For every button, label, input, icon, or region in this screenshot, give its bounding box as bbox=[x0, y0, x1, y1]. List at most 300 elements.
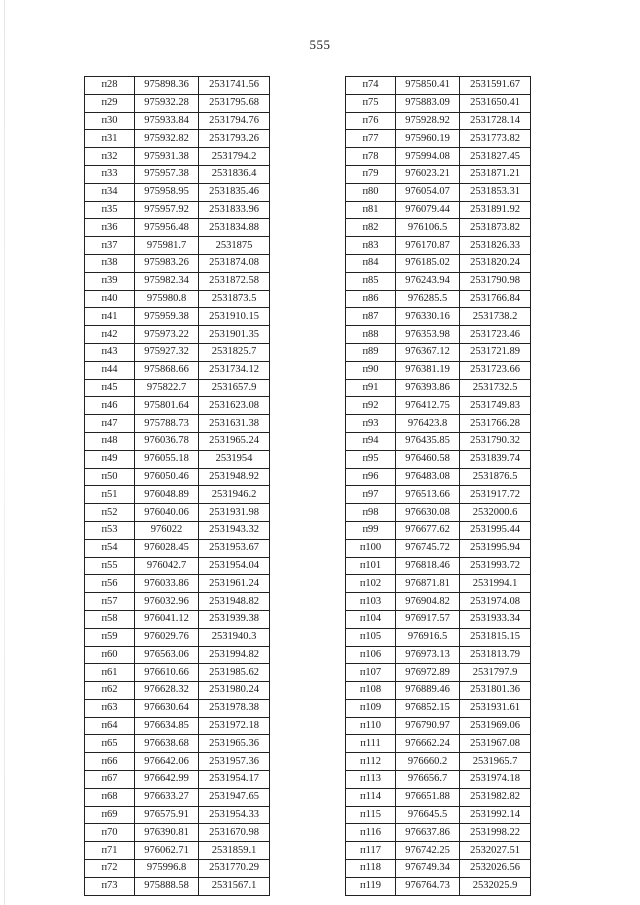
table-row bbox=[85, 450, 270, 468]
table-row bbox=[346, 877, 531, 895]
x-coordinate-cell: 976330.16 bbox=[396, 308, 460, 326]
y-coordinate-cell: 2532000.6 bbox=[460, 504, 531, 522]
y-coordinate-cell: 2531591.67 bbox=[460, 77, 531, 95]
y-coordinate-cell: 2531974.18 bbox=[460, 771, 531, 789]
x-coordinate-cell: 975957.92 bbox=[135, 201, 199, 219]
point-id-cell: п109 bbox=[346, 699, 396, 717]
x-coordinate-cell: 975927.32 bbox=[135, 343, 199, 361]
x-coordinate-cell: 975883.09 bbox=[396, 94, 460, 112]
table-row bbox=[346, 842, 531, 860]
point-id-cell: п31 bbox=[85, 130, 135, 148]
point-id-cell: п86 bbox=[346, 290, 396, 308]
y-coordinate-cell: 2531980.24 bbox=[199, 682, 270, 700]
x-coordinate-cell: 976050.46 bbox=[135, 468, 199, 486]
x-coordinate-cell: 975959.38 bbox=[135, 308, 199, 326]
y-coordinate-cell: 2531773.82 bbox=[460, 130, 531, 148]
x-coordinate-cell: 975801.64 bbox=[135, 397, 199, 415]
y-coordinate-cell: 2531833.96 bbox=[199, 201, 270, 219]
point-id-cell: п50 bbox=[85, 468, 135, 486]
x-coordinate-cell: 975933.84 bbox=[135, 112, 199, 130]
y-coordinate-cell: 2531967.08 bbox=[460, 735, 531, 753]
y-coordinate-cell: 2531939.38 bbox=[199, 610, 270, 628]
x-coordinate-cell: 976023.21 bbox=[396, 165, 460, 183]
point-id-cell: п78 bbox=[346, 148, 396, 166]
x-coordinate-cell: 976645.5 bbox=[396, 806, 460, 824]
coordinates-table-right bbox=[345, 76, 531, 896]
table-row bbox=[346, 788, 531, 806]
table-row bbox=[85, 504, 270, 522]
x-coordinate-cell: 975956.48 bbox=[135, 219, 199, 237]
y-coordinate-cell: 2531953.67 bbox=[199, 539, 270, 557]
y-coordinate-cell: 2531723.66 bbox=[460, 361, 531, 379]
x-coordinate-cell: 976185.02 bbox=[396, 254, 460, 272]
point-id-cell: п30 bbox=[85, 112, 135, 130]
point-id-cell: п80 bbox=[346, 183, 396, 201]
x-coordinate-cell: 976917.57 bbox=[396, 610, 460, 628]
x-coordinate-cell: 976749.34 bbox=[396, 860, 460, 878]
y-coordinate-cell: 2531891.92 bbox=[460, 201, 531, 219]
table-row bbox=[346, 432, 531, 450]
y-coordinate-cell: 2531965.7 bbox=[460, 753, 531, 771]
y-coordinate-cell: 2532026.56 bbox=[460, 860, 531, 878]
point-id-cell: п84 bbox=[346, 254, 396, 272]
point-id-cell: п116 bbox=[346, 824, 396, 842]
table-row bbox=[85, 610, 270, 628]
point-id-cell: п88 bbox=[346, 326, 396, 344]
y-coordinate-cell: 2531813.79 bbox=[460, 646, 531, 664]
table-row bbox=[85, 397, 270, 415]
y-coordinate-cell: 2531946.2 bbox=[199, 486, 270, 504]
table-row bbox=[346, 397, 531, 415]
x-coordinate-cell: 976651.88 bbox=[396, 788, 460, 806]
table-row bbox=[346, 415, 531, 433]
table-row bbox=[85, 201, 270, 219]
x-coordinate-cell: 976972.89 bbox=[396, 664, 460, 682]
y-coordinate-cell: 2531732.5 bbox=[460, 379, 531, 397]
point-id-cell: п101 bbox=[346, 557, 396, 575]
y-coordinate-cell: 2531917.72 bbox=[460, 486, 531, 504]
table-body-right bbox=[346, 77, 531, 896]
table-row bbox=[85, 486, 270, 504]
y-coordinate-cell: 2531961.24 bbox=[199, 575, 270, 593]
x-coordinate-cell: 976054.07 bbox=[396, 183, 460, 201]
x-coordinate-cell: 976285.5 bbox=[396, 290, 460, 308]
point-id-cell: п61 bbox=[85, 664, 135, 682]
point-id-cell: п36 bbox=[85, 219, 135, 237]
point-id-cell: п104 bbox=[346, 610, 396, 628]
table-row bbox=[85, 860, 270, 878]
page-number: 555 bbox=[309, 37, 331, 52]
table-row bbox=[346, 165, 531, 183]
y-coordinate-cell: 2531954 bbox=[199, 450, 270, 468]
x-coordinate-cell: 976630.64 bbox=[135, 699, 199, 717]
table-row bbox=[346, 753, 531, 771]
y-coordinate-cell: 2531873.82 bbox=[460, 219, 531, 237]
table-row bbox=[346, 575, 531, 593]
y-coordinate-cell: 2531839.74 bbox=[460, 450, 531, 468]
y-coordinate-cell: 2531836.4 bbox=[199, 165, 270, 183]
table-row bbox=[85, 77, 270, 95]
x-coordinate-cell: 976055.18 bbox=[135, 450, 199, 468]
y-coordinate-cell: 2531766.84 bbox=[460, 290, 531, 308]
table-row bbox=[85, 771, 270, 789]
point-id-cell: п28 bbox=[85, 77, 135, 95]
y-coordinate-cell: 2532027.51 bbox=[460, 842, 531, 860]
y-coordinate-cell: 2531872.58 bbox=[199, 272, 270, 290]
x-coordinate-cell: 976381.19 bbox=[396, 361, 460, 379]
x-coordinate-cell: 975980.8 bbox=[135, 290, 199, 308]
point-id-cell: п70 bbox=[85, 824, 135, 842]
point-id-cell: п66 bbox=[85, 753, 135, 771]
y-coordinate-cell: 2531965.36 bbox=[199, 735, 270, 753]
table-row bbox=[346, 112, 531, 130]
point-id-cell: п113 bbox=[346, 771, 396, 789]
y-coordinate-cell: 2531723.46 bbox=[460, 326, 531, 344]
point-id-cell: п32 bbox=[85, 148, 135, 166]
point-id-cell: п46 bbox=[85, 397, 135, 415]
point-id-cell: п85 bbox=[346, 272, 396, 290]
x-coordinate-cell: 976106.5 bbox=[396, 219, 460, 237]
point-id-cell: п29 bbox=[85, 94, 135, 112]
table-row bbox=[346, 504, 531, 522]
point-id-cell: п33 bbox=[85, 165, 135, 183]
point-id-cell: п97 bbox=[346, 486, 396, 504]
point-id-cell: п75 bbox=[346, 94, 396, 112]
table-row bbox=[85, 539, 270, 557]
point-id-cell: п55 bbox=[85, 557, 135, 575]
point-id-cell: п79 bbox=[346, 165, 396, 183]
y-coordinate-cell: 2531795.68 bbox=[199, 94, 270, 112]
y-coordinate-cell: 2531978.38 bbox=[199, 699, 270, 717]
y-coordinate-cell: 2531815.15 bbox=[460, 628, 531, 646]
x-coordinate-cell: 976041.12 bbox=[135, 610, 199, 628]
point-id-cell: п117 bbox=[346, 842, 396, 860]
table-row bbox=[346, 646, 531, 664]
table-row bbox=[346, 557, 531, 575]
x-coordinate-cell: 976871.81 bbox=[396, 575, 460, 593]
x-coordinate-cell: 976435.85 bbox=[396, 432, 460, 450]
point-id-cell: п114 bbox=[346, 788, 396, 806]
x-coordinate-cell: 975928.92 bbox=[396, 112, 460, 130]
x-coordinate-cell: 976390.81 bbox=[135, 824, 199, 842]
x-coordinate-cell: 975888.58 bbox=[135, 877, 199, 895]
y-coordinate-cell: 2531876.5 bbox=[460, 468, 531, 486]
x-coordinate-cell: 976079.44 bbox=[396, 201, 460, 219]
y-coordinate-cell: 2531793.26 bbox=[199, 130, 270, 148]
y-coordinate-cell: 2531790.98 bbox=[460, 272, 531, 290]
point-id-cell: п94 bbox=[346, 432, 396, 450]
table-row bbox=[346, 379, 531, 397]
x-coordinate-cell: 976575.91 bbox=[135, 806, 199, 824]
x-coordinate-cell: 976818.46 bbox=[396, 557, 460, 575]
x-coordinate-cell: 976048.89 bbox=[135, 486, 199, 504]
y-coordinate-cell: 2532025.9 bbox=[460, 877, 531, 895]
table-row bbox=[85, 664, 270, 682]
y-coordinate-cell: 2531982.82 bbox=[460, 788, 531, 806]
y-coordinate-cell: 2531993.72 bbox=[460, 557, 531, 575]
y-coordinate-cell: 2531985.62 bbox=[199, 664, 270, 682]
point-id-cell: п54 bbox=[85, 539, 135, 557]
y-coordinate-cell: 2531995.44 bbox=[460, 521, 531, 539]
table-row bbox=[85, 717, 270, 735]
y-coordinate-cell: 2531994.82 bbox=[199, 646, 270, 664]
point-id-cell: п34 bbox=[85, 183, 135, 201]
table-row bbox=[346, 343, 531, 361]
x-coordinate-cell: 976973.13 bbox=[396, 646, 460, 664]
x-coordinate-cell: 976042.7 bbox=[135, 557, 199, 575]
table-row bbox=[346, 148, 531, 166]
point-id-cell: п74 bbox=[346, 77, 396, 95]
x-coordinate-cell: 975932.82 bbox=[135, 130, 199, 148]
table-row bbox=[346, 717, 531, 735]
x-coordinate-cell: 976460.58 bbox=[396, 450, 460, 468]
x-coordinate-cell: 976642.99 bbox=[135, 771, 199, 789]
table-row bbox=[346, 682, 531, 700]
table-row bbox=[346, 237, 531, 255]
point-id-cell: п60 bbox=[85, 646, 135, 664]
x-coordinate-cell: 976916.5 bbox=[396, 628, 460, 646]
point-id-cell: п100 bbox=[346, 539, 396, 557]
table-row bbox=[85, 112, 270, 130]
x-coordinate-cell: 975960.19 bbox=[396, 130, 460, 148]
y-coordinate-cell: 2531998.22 bbox=[460, 824, 531, 842]
point-id-cell: п72 bbox=[85, 860, 135, 878]
y-coordinate-cell: 2531974.08 bbox=[460, 593, 531, 611]
y-coordinate-cell: 2531948.82 bbox=[199, 593, 270, 611]
point-id-cell: п39 bbox=[85, 272, 135, 290]
y-coordinate-cell: 2531770.29 bbox=[199, 860, 270, 878]
x-coordinate-cell: 976790.97 bbox=[396, 717, 460, 735]
table-row bbox=[85, 432, 270, 450]
point-id-cell: п83 bbox=[346, 237, 396, 255]
x-coordinate-cell: 976040.06 bbox=[135, 504, 199, 522]
table-row bbox=[346, 77, 531, 95]
table-row bbox=[85, 806, 270, 824]
point-id-cell: п64 bbox=[85, 717, 135, 735]
y-coordinate-cell: 2531969.06 bbox=[460, 717, 531, 735]
table-row bbox=[346, 539, 531, 557]
x-coordinate-cell: 976513.66 bbox=[396, 486, 460, 504]
table-row bbox=[85, 219, 270, 237]
x-coordinate-cell: 975931.38 bbox=[135, 148, 199, 166]
y-coordinate-cell: 2531853.31 bbox=[460, 183, 531, 201]
y-coordinate-cell: 2531738.2 bbox=[460, 308, 531, 326]
point-id-cell: п51 bbox=[85, 486, 135, 504]
point-id-cell: п108 bbox=[346, 682, 396, 700]
x-coordinate-cell: 976638.68 bbox=[135, 735, 199, 753]
x-coordinate-cell: 976170.87 bbox=[396, 237, 460, 255]
point-id-cell: п93 bbox=[346, 415, 396, 433]
y-coordinate-cell: 2531931.98 bbox=[199, 504, 270, 522]
scan-edge-line bbox=[4, 0, 5, 905]
point-id-cell: п42 bbox=[85, 326, 135, 344]
point-id-cell: п68 bbox=[85, 788, 135, 806]
table-row bbox=[346, 450, 531, 468]
x-coordinate-cell: 976412.75 bbox=[396, 397, 460, 415]
point-id-cell: п103 bbox=[346, 593, 396, 611]
table-row bbox=[85, 593, 270, 611]
table-row bbox=[85, 646, 270, 664]
y-coordinate-cell: 2531954.17 bbox=[199, 771, 270, 789]
y-coordinate-cell: 2531734.12 bbox=[199, 361, 270, 379]
table-row bbox=[346, 771, 531, 789]
y-coordinate-cell: 2531957.36 bbox=[199, 753, 270, 771]
x-coordinate-cell: 975981.7 bbox=[135, 237, 199, 255]
table-row bbox=[85, 343, 270, 361]
table-row bbox=[346, 94, 531, 112]
table-row bbox=[85, 272, 270, 290]
y-coordinate-cell: 2531995.94 bbox=[460, 539, 531, 557]
x-coordinate-cell: 975868.66 bbox=[135, 361, 199, 379]
y-coordinate-cell: 2531873.5 bbox=[199, 290, 270, 308]
table-row bbox=[85, 415, 270, 433]
table-row bbox=[346, 664, 531, 682]
x-coordinate-cell: 975982.34 bbox=[135, 272, 199, 290]
x-coordinate-cell: 976745.72 bbox=[396, 539, 460, 557]
table-row bbox=[85, 753, 270, 771]
point-id-cell: п96 bbox=[346, 468, 396, 486]
x-coordinate-cell: 976742.25 bbox=[396, 842, 460, 860]
table-row bbox=[346, 326, 531, 344]
point-id-cell: п110 bbox=[346, 717, 396, 735]
x-coordinate-cell: 976367.12 bbox=[396, 343, 460, 361]
point-id-cell: п38 bbox=[85, 254, 135, 272]
y-coordinate-cell: 2531994.1 bbox=[460, 575, 531, 593]
x-coordinate-cell: 976662.24 bbox=[396, 735, 460, 753]
x-coordinate-cell: 975957.38 bbox=[135, 165, 199, 183]
table-row bbox=[346, 361, 531, 379]
point-id-cell: п76 bbox=[346, 112, 396, 130]
table-row bbox=[85, 254, 270, 272]
y-coordinate-cell: 2531875 bbox=[199, 237, 270, 255]
table-row bbox=[346, 290, 531, 308]
y-coordinate-cell: 2531721.89 bbox=[460, 343, 531, 361]
point-id-cell: п81 bbox=[346, 201, 396, 219]
y-coordinate-cell: 2531749.83 bbox=[460, 397, 531, 415]
y-coordinate-cell: 2531965.24 bbox=[199, 432, 270, 450]
table-row bbox=[85, 824, 270, 842]
x-coordinate-cell: 976062.71 bbox=[135, 842, 199, 860]
point-id-cell: п57 bbox=[85, 593, 135, 611]
y-coordinate-cell: 2531801.36 bbox=[460, 682, 531, 700]
point-id-cell: п112 bbox=[346, 753, 396, 771]
y-coordinate-cell: 2531947.65 bbox=[199, 788, 270, 806]
y-coordinate-cell: 2531670.98 bbox=[199, 824, 270, 842]
point-id-cell: п63 bbox=[85, 699, 135, 717]
table-row bbox=[85, 130, 270, 148]
y-coordinate-cell: 2531954.04 bbox=[199, 557, 270, 575]
table-row bbox=[346, 860, 531, 878]
point-id-cell: п40 bbox=[85, 290, 135, 308]
point-id-cell: п102 bbox=[346, 575, 396, 593]
point-id-cell: п43 bbox=[85, 343, 135, 361]
x-coordinate-cell: 975850.41 bbox=[396, 77, 460, 95]
y-coordinate-cell: 2531741.56 bbox=[199, 77, 270, 95]
y-coordinate-cell: 2531992.14 bbox=[460, 806, 531, 824]
x-coordinate-cell: 976633.27 bbox=[135, 788, 199, 806]
x-coordinate-cell: 975994.08 bbox=[396, 148, 460, 166]
table-row bbox=[85, 699, 270, 717]
x-coordinate-cell: 976563.06 bbox=[135, 646, 199, 664]
table-row bbox=[85, 148, 270, 166]
y-coordinate-cell: 2531631.38 bbox=[199, 415, 270, 433]
y-coordinate-cell: 2531766.28 bbox=[460, 415, 531, 433]
x-coordinate-cell: 976904.82 bbox=[396, 593, 460, 611]
point-id-cell: п98 bbox=[346, 504, 396, 522]
x-coordinate-cell: 976028.45 bbox=[135, 539, 199, 557]
y-coordinate-cell: 2531657.9 bbox=[199, 379, 270, 397]
x-coordinate-cell: 976852.15 bbox=[396, 699, 460, 717]
point-id-cell: п115 bbox=[346, 806, 396, 824]
x-coordinate-cell: 976353.98 bbox=[396, 326, 460, 344]
point-id-cell: п56 bbox=[85, 575, 135, 593]
x-coordinate-cell: 975932.28 bbox=[135, 94, 199, 112]
y-coordinate-cell: 2531871.21 bbox=[460, 165, 531, 183]
point-id-cell: п48 bbox=[85, 432, 135, 450]
table-row bbox=[346, 130, 531, 148]
table-row bbox=[85, 308, 270, 326]
x-coordinate-cell: 976642.06 bbox=[135, 753, 199, 771]
x-coordinate-cell: 976036.78 bbox=[135, 432, 199, 450]
x-coordinate-cell: 976423.8 bbox=[396, 415, 460, 433]
point-id-cell: п118 bbox=[346, 860, 396, 878]
x-coordinate-cell: 975788.73 bbox=[135, 415, 199, 433]
point-id-cell: п45 bbox=[85, 379, 135, 397]
x-coordinate-cell: 976029.76 bbox=[135, 628, 199, 646]
y-coordinate-cell: 2531623.08 bbox=[199, 397, 270, 415]
point-id-cell: п111 bbox=[346, 735, 396, 753]
point-id-cell: п52 bbox=[85, 504, 135, 522]
point-id-cell: п106 bbox=[346, 646, 396, 664]
x-coordinate-cell: 976634.85 bbox=[135, 717, 199, 735]
y-coordinate-cell: 2531826.33 bbox=[460, 237, 531, 255]
table-row bbox=[85, 183, 270, 201]
y-coordinate-cell: 2531948.92 bbox=[199, 468, 270, 486]
table-row bbox=[346, 254, 531, 272]
y-coordinate-cell: 2531943.32 bbox=[199, 521, 270, 539]
point-id-cell: п49 bbox=[85, 450, 135, 468]
point-id-cell: п71 bbox=[85, 842, 135, 860]
x-coordinate-cell: 975898.36 bbox=[135, 77, 199, 95]
point-id-cell: п53 bbox=[85, 521, 135, 539]
x-coordinate-cell: 976630.08 bbox=[396, 504, 460, 522]
table-row bbox=[346, 593, 531, 611]
y-coordinate-cell: 2531972.18 bbox=[199, 717, 270, 735]
y-coordinate-cell: 2531954.33 bbox=[199, 806, 270, 824]
x-coordinate-cell: 975822.7 bbox=[135, 379, 199, 397]
table-row bbox=[346, 610, 531, 628]
coordinates-table-left bbox=[84, 76, 270, 896]
y-coordinate-cell: 2531567.1 bbox=[199, 877, 270, 895]
table-row bbox=[85, 628, 270, 646]
table-row bbox=[85, 361, 270, 379]
table-row bbox=[85, 94, 270, 112]
point-id-cell: п107 bbox=[346, 664, 396, 682]
point-id-cell: п89 bbox=[346, 343, 396, 361]
y-coordinate-cell: 2531825.7 bbox=[199, 343, 270, 361]
table-row bbox=[85, 290, 270, 308]
table-row bbox=[85, 557, 270, 575]
y-coordinate-cell: 2531650.41 bbox=[460, 94, 531, 112]
y-coordinate-cell: 2531874.08 bbox=[199, 254, 270, 272]
y-coordinate-cell: 2531728.14 bbox=[460, 112, 531, 130]
point-id-cell: п47 bbox=[85, 415, 135, 433]
point-id-cell: п73 bbox=[85, 877, 135, 895]
point-id-cell: п58 bbox=[85, 610, 135, 628]
table-row bbox=[85, 682, 270, 700]
point-id-cell: п59 bbox=[85, 628, 135, 646]
point-id-cell: п105 bbox=[346, 628, 396, 646]
